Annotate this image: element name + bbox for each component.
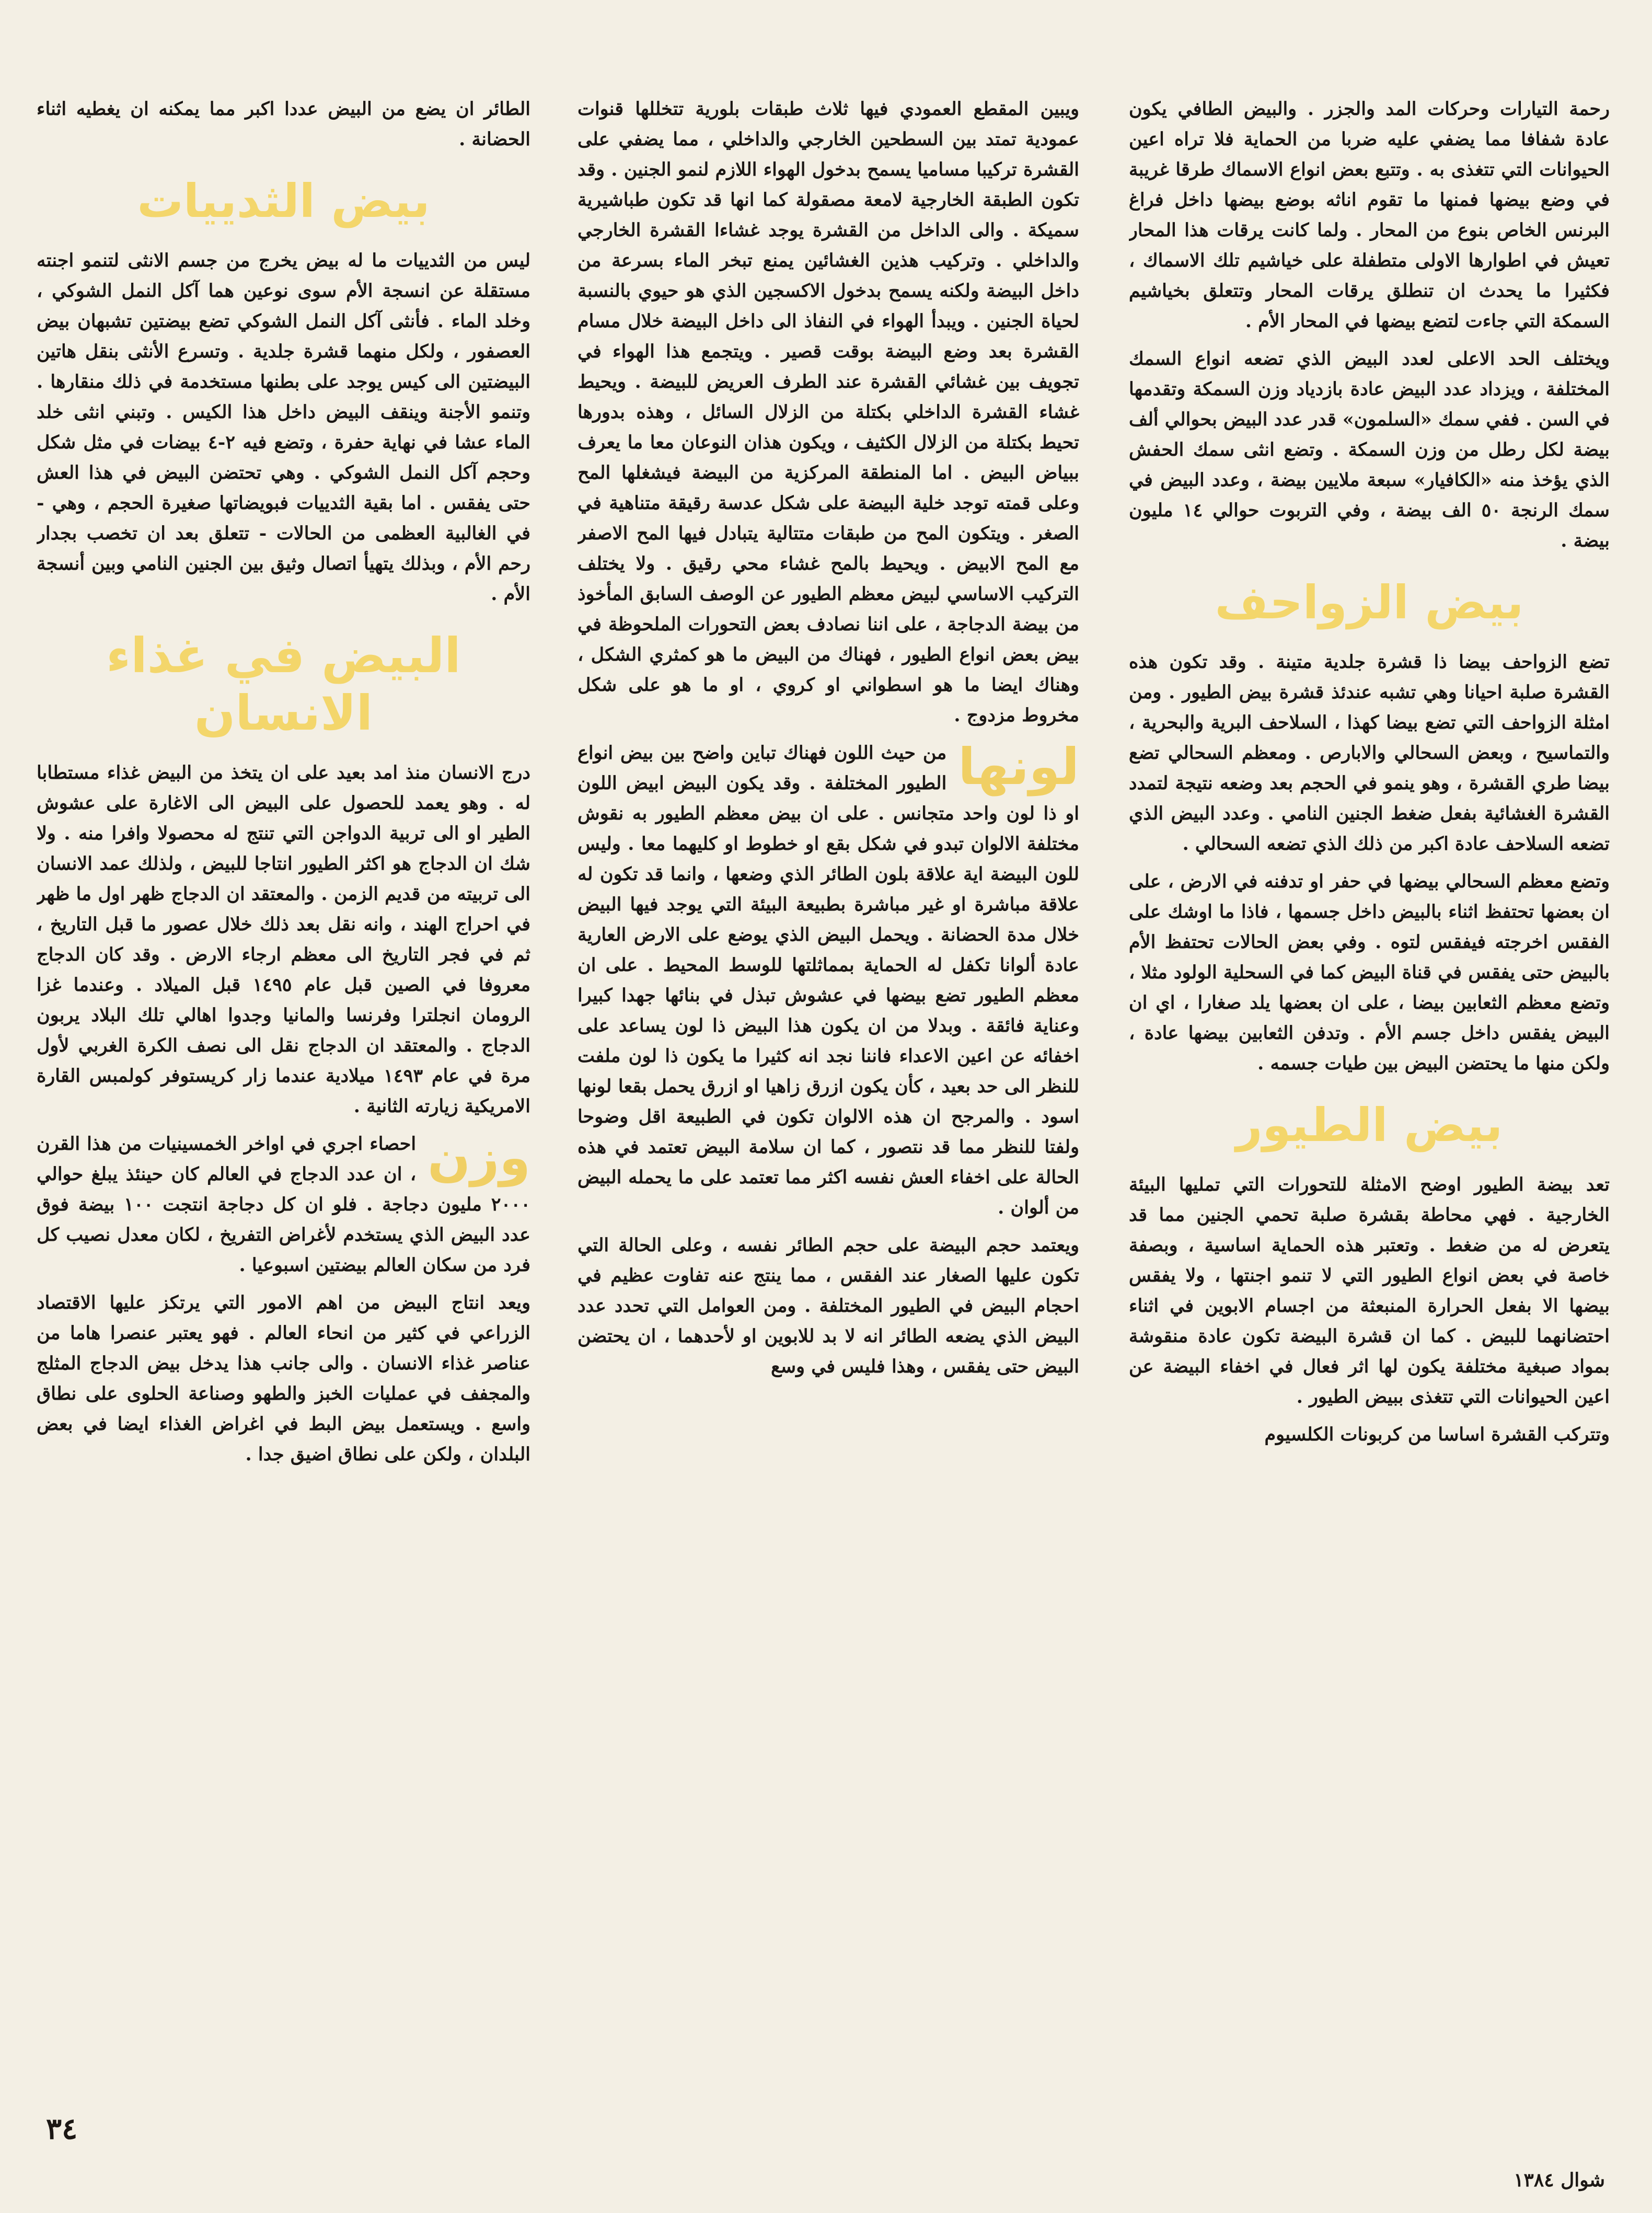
- section-heading-human-food: البيض في غذاء الانسان: [106, 628, 461, 741]
- paragraph: ويبين المقطع العمودي فيها ثلاث طبقات بلورية تتخللها قنوات عمودية تمتد بين السطحين الخارجي والداخلي ، مما يضفي على القشرة تركيبا مساميا يسمح بدخول الهواء اللازم لنمو الجنين . وقد تكون الطبقة الخارجية لامعة مصقولة كما انها قد تكون طباشيرية سميكة . والى الداخل من القشرة يوجد غشاءا القشرة الخارجي والداخلي . وتركيب هذين الغشائين يمنع تبخر الماء بسرعة من داخل البيضة ولكنه يسمح بدخول الاكسجين الذي هو حيوي بالنسبة لحياة الجنين . ويبدأ الهواء في النفاذ الى داخل البيضة خلال مسام القشرة بعد وضع البيضة بوقت قصير . ويتجمع هذا الهواء في تجويف بين غشائي القشرة عند الطرف العريض للبيضة . ويحيط غشاء القشرة الداخلي بكتلة من الزلال السائل ، وهذه بدورها تحيط بكتلة من الزلال الكثيف ، ويكون هذان النوعان معا ما يعرف ببياض البيض . اما المنطقة المركزية من البيضة فيشغلها المح وعلى قمته توجد خلية البيضة على شكل عدسة رقيقة متناهية في الصغر . ويتكون المح من طبقات متتالية يتبادل فيها المح الاصفر مع المح الابيض . ويحيط بالمح غشاء محي رقيق . ولا يختلف التركيب الاساسي لبيض معظم الطيور عن الوصف السابق المأخوذ من بيضة الدجاجة ، على اننا نصادف بعض التحورات الملحوظة في بيض بعض انواع الطيور ، فهناك من البيض ما هو كمثري الشكل ، وهناك ايضا ما هو اسطواني او كروي ، او ما هو على شكل مخروط مزدوج .: [577, 98, 1079, 726]
- paragraph: ويعد انتاج البيض من اهم الامور التي يرتكز عليها الاقتصاد الزراعي في كثير من انحاء العالم . فهو يعتبر عنصرا هاما من عناصر غذاء الانسان . والى جانب هذا يدخل بيض الدجاج المثلج والمجفف في عمليات الخبز والطهو وصناعة الحلوى على نطاق واسع . ويستعمل بيض البط في اغراض الغذاء ايضا في بعض البلدان ، ولكن على نطاق اضيق جدا .: [37, 1292, 530, 1465]
- paragraph-text: احصاء اجري في اواخر الخمسينيات من هذا القرن ، ان عدد الدجاج في العالم كان حينئذ يبلغ حوالي ٢٠٠٠ مليون دجاجة . فلو ان كل دجاجة انتجت ١٠٠ بيضة فوق عدد البيض الذي يستخدم لأغراض التفريخ ، لكان معدل نصيب كل فرد من سكان العالم بيضتين اسبوعيا .: [37, 1133, 530, 1276]
- side-heading-color: لونها: [958, 737, 1079, 796]
- issue-date: شوال ١٣٨٤: [1514, 2169, 1605, 2191]
- paragraph: ويختلف الحد الاعلى لعدد البيض الذي تضعه انواع السمك المختلفة ، ويزداد عدد البيض عادة بازدياد وزن السمكة وتقدمها في السن . ففي سمك «السلمون» قدر عدد البيض بحوالي ألف بيضة لكل رطل من وزن السمكة . وتضع انثى سمك الحفش الذي يؤخذ منه «الكافيار» سبعة ملايين بيضة ، وعدد البيض في سمك الرنجة ٥٠ الف بيضة ، وفي التربوت حوالي ١٤ مليون بيضة .: [1129, 348, 1610, 551]
- paragraph: وتتركب القشرة اساسا من كربونات الكلسيوم: [1264, 1424, 1610, 1445]
- paragraph: وتضع معظم السحالي بيضها في حفر او تدفنه في الارض ، على ان بعضها تحتفظ اثناء بالبيض داخل جسمها ، فاذا ما اوشك على الفقس اخرجته فيفقس لتوه . وفي بعض الحالات تحتفظ الأم بالبيض حتى يفقس في قناة البيض كما في السحلية الولود مثلا ، وتضع معظم الثعابين بيضا ، على ان بعضها يلد صغارا ، اي ان البيض يفقس داخل جسم الأم . وتدفن الثعابين بيضها عادة ، ولكن منها ما يحتضن البيض بين طيات جسمه .: [1129, 871, 1610, 1074]
- side-heading-weight: وزن: [428, 1128, 530, 1187]
- paragraph: تضع الزواحف بيضا ذا قشرة جلدية متينة . وقد تكون هذه القشرة صلبة احيانا وهي تشبه عندئذ قشرة بيض الطيور . ومن امثلة الزواحف التي تضع بيضا كهذا ، السلاحف البرية والبحرية ، والتماسيح ، وبعض السحالي والابارص . ومعظم السحالي تضع بيضا طري القشرة ، وهو ينمو في الحجم بعد وضعه نتيجة لتمدد القشرة الغشائية بفعل ضغط الجنين النامي . وعدد البيض الذي تضعه السلاحف عادة اكبر من ذلك الذي تضعه السحالي .: [1129, 651, 1610, 855]
- section-heading-birds: بيض الطيور: [1235, 1098, 1503, 1152]
- paragraph: [577, 738, 1079, 1223]
- paragraph: الطائر ان يضع من البيض عددا اكبر مما يمكنه ان يغطيه اثناء الحضانة .: [37, 98, 530, 150]
- article-column-right: [1129, 94, 1610, 2085]
- paragraph: رحمة التيارات وحركات المد والجزر . والبيض الطافي يكون عادة شفافا مما يضفي عليه ضربا من الحماية فلا تراه اعين الحيوانات التي تتغذى به . وتتبع بعض انواع الاسماك طرقا غريبة في وضع بيضها فمنها ما تقوم اناثه بوضع بيضها داخل فراغ البرنس الخاص بنوع من المحار . ولما كانت يرقات هذا المحار تعيش في اطوارها الاولى متطفلة على خياشيم تلك الاسماك ، فكثيرا ما يحدث ان تنطلق يرقات المحار وتتعلق بخياشيم السمكة التي جاءت لتضع بيضها في المحار الأم .: [1129, 98, 1610, 332]
- article-column-middle: [577, 94, 1079, 2085]
- paragraph: ليس من الثدييات ما له بيض يخرج من جسم الانثى لتنمو اجنته مستقلة عن انسجة الأم سوى نوعين هما آكل النمل الشوكي ، وخلد الماء . فأنثى آكل النمل الشوكي تضع بيضتين تشبهان بيض العصفور ، ولكل منهما قشرة جلدية . وتسرع الأنثى بنقل هاتين البيضتين الى كيس يوجد على بطنها مستخدمة في ذلك منقارها . وتنمو الأجنة وينقف البيض داخل هذا الكيس . وتبني انثى خلد الماء عشا في نهاية حفرة ، وتضع فيه ٢-٤ بيضات في مثل شكل وحجم آكل النمل الشوكي . وهي تحتضن البيض في هذا العش حتى يفقس . اما بقية الثدييات فبويضاتها صغيرة الحجم ، وهي - في الغالبية العظمى من الحالات - تتعلق بعد ان تخصب بجدار رحم الأم ، وبذلك يتهيأ اتصال وثيق بين الجنين النامي وبين أنسجة الأم .: [37, 250, 530, 605]
- paragraph: درج الانسان منذ امد بعيد على ان يتخذ من البيض غذاء مستطابا له . وهو يعمد للحصول على البيض الى الاغارة على عشوش الطير او الى تربية الدواجن التي تنتج له محصولا وافرا منه . ولا شك ان الدجاج هو اكثر الطيور انتاجا للبيض ، ولذلك عمد الانسان الى تربيته من قديم الزمن . والمعتقد ان الدجاج ظهر اول ما ظهر في احراج الهند ، وانه نقل بعد ذلك خلال عصور ما قبل التاريخ ، ثم في فجر التاريخ الى معظم ارجاء الارض . وقد كان الدجاج معروفا في الصين قبل عام ١٤٩٥ قبل الميلاد . وعندما غزا الرومان انجلترا وفرنسا والمانيا وجدوا اهالي تلك البلاد يربون الدجاج . والمعتقد ان الدجاج نقل الى نصف الكرة الغربي لأول مرة في عام ١٤٩٣ ميلادية عندما زار كريستوفر كولمبس القارة الامريكية زيارته الثانية .: [37, 762, 530, 1117]
- paragraph: ويعتمد حجم البيضة على حجم الطائر نفسه ، وعلى الحالة التي تكون عليها الصغار عند الفقس ، مما ينتج عنه تفاوت عظيم في احجام البيض في الطيور المختلفة . ومن العوامل التي تحدد عدد البيض الذي يضعه الطائر انه لا بد للابوين او لأحدهما ، ان يحتضن البيض حتى يفقس ، وهذا فليس في وسع: [577, 1235, 1079, 1377]
- paragraph: تعد بيضة الطيور اوضح الامثلة للتحورات التي تمليها البيئة الخارجية . فهي محاطة بقشرة صلبة تحمي الجنين مما قد يتعرض له من ضغط . وتعتبر هذه الحماية اساسية ، وبصفة خاصة في بعض انواع الطيور التي لا تنمو اجنتها ، ولا يفقس بيضها الا بفعل الحرارة المنبعثة من اجسام الابوين في اثناء احتضانهما للبيض . كما ان قشرة البيضة تكون عادة منقوشة بمواد صبغية مختلفة يكون لها اثر فعال في اخفاء البيضة عن اعين الحيوانات التي تتغذى ببيض الطيور .: [1129, 1174, 1610, 1408]
- page-number: ٣٤: [46, 2112, 78, 2146]
- section-heading-mammals: بيض الثدييات: [137, 174, 430, 228]
- section-heading-reptiles: بيض الزواحف: [1215, 575, 1524, 629]
- paragraph-text: من حيث اللون فهناك تباين واضح بين بيض انواع الطيور المختلفة . وقد يكون البيض ابيض اللون او ذا لون واحد متجانس . على ان بيض معظم الطيور به نقوش مختلفة الالوان تبدو في شكل بقع او خطوط او كليهما معا . وليس للون البيضة اية علاقة بلون الطائر الذي وضعها ، وانما قد تكون له علاقة مباشرة او غير مباشرة بطبيعة البيئة التي يوجد فيها البيض خلال مدة الحضانة . ويحمل البيض الذي يوضع على الارض العارية عادة ألوانا تكفل له الحماية بمماثلتها للوسط المحيط . على ان معظم الطيور تضع بيضها في عشوش تبذل في بنائها جهدا كبيرا وعناية فائقة . وبدلا من ان يكون هذا البيض ذا لون يساعد على اخفائه عن اعين الاعداء فاننا نجد انه كثيرا ما يكون ذا لون ملفت للنظر الى حد بعيد ، كأن يكون ازرق زاهيا او ازرق يحمل بقعا لونها اسود . والمرجح ان هذه الالوان تكون في الطبيعة اقل وضوحا ولفتا للنظر مما قد نتصور ، كما ان سلامة البيض تعتمد في هذه الحالة على اخفاء العش نفسه اكثر مما تعتمد على ما يحمله البيض من ألوان .: [577, 742, 1079, 1218]
- article-column-left: [37, 94, 530, 2085]
- paragraph: [37, 1129, 530, 1281]
